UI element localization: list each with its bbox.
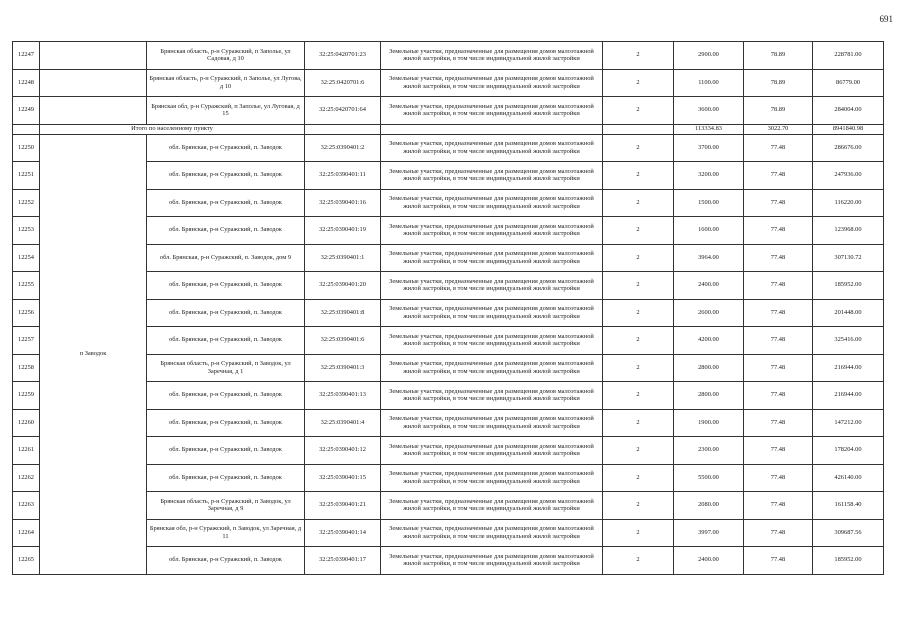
category-cell: 2 [603, 134, 674, 162]
settlement-cell [40, 42, 147, 70]
cadastral-value-cell: 147212.00 [813, 409, 884, 437]
cadastral-value-cell: 178204.00 [813, 437, 884, 465]
row-id: 12265 [13, 547, 40, 575]
table-row [13, 42, 884, 70]
category-cell: 2 [603, 244, 674, 272]
row-id: 12259 [13, 382, 40, 410]
area-cell: 1600.00 [674, 217, 744, 245]
address-cell: Брянская область, р-н Суражский, п Заполье, ул Садовая, д 10 [147, 42, 305, 70]
address-cell: обл. Брянская, р-н Суражский, п. Заводок [147, 547, 305, 575]
cadastral-value-cell: 116220.00 [813, 189, 884, 217]
rate-cell: 77.48 [744, 519, 813, 547]
land-use-cell: Земельные участки, предназначенные для размещения домов малоэтажной жилой застройки, в том числе индивидуальной жилой застройки [381, 244, 603, 272]
address-cell: обл. Брянская, р-н Суражский, п. Заводок [147, 409, 305, 437]
cadastral-number-cell: 32:25:0390401:2 [305, 134, 381, 162]
cadastral-number-cell: 32:25:0420701:64 [305, 97, 381, 125]
address-cell: Брянская область, р-н Суражский, п Заводок, ул Заречная, д 1 [147, 354, 305, 382]
total-category-cell [603, 124, 674, 134]
cadastral-value-cell: 307130.72 [813, 244, 884, 272]
category-cell: 2 [603, 409, 674, 437]
rate-cell: 78.89 [744, 69, 813, 97]
category-cell: 2 [603, 97, 674, 125]
row-id: 12257 [13, 327, 40, 355]
row-id: 12256 [13, 299, 40, 327]
rate-cell: 78.89 [744, 42, 813, 70]
rate-cell: 77.48 [744, 354, 813, 382]
total-label: Итого по населенному пункту [40, 124, 305, 134]
row-id: 12253 [13, 217, 40, 245]
row-id: 12248 [13, 69, 40, 97]
category-cell: 2 [603, 354, 674, 382]
row-id: 12255 [13, 272, 40, 300]
area-cell: 2400.00 [674, 547, 744, 575]
area-cell: 2800.00 [674, 354, 744, 382]
address-cell: обл. Брянская, р-н Суражский, п. Заводок [147, 382, 305, 410]
land-register-table [12, 41, 884, 575]
category-cell: 2 [603, 327, 674, 355]
category-cell: 2 [603, 69, 674, 97]
cadastral-number-cell: 32:25:0390401:11 [305, 162, 381, 190]
row-id: 12260 [13, 409, 40, 437]
cadastral-number-cell: 32:25:0390401:6 [305, 327, 381, 355]
category-cell: 2 [603, 162, 674, 190]
cadastral-value-cell: 201448.00 [813, 299, 884, 327]
rate-cell: 77.48 [744, 547, 813, 575]
cadastral-number-cell: 32:25:0390401:17 [305, 547, 381, 575]
cadastral-number-cell: 32:25:0390401:21 [305, 492, 381, 520]
rate-cell: 77.48 [744, 492, 813, 520]
cadastral-number-cell: 32:25:0390401:4 [305, 409, 381, 437]
land-use-cell: Земельные участки, предназначенные для размещения домов малоэтажной жилой застройки, в том числе индивидуальной жилой застройки [381, 189, 603, 217]
area-cell: 2900.00 [674, 42, 744, 70]
category-cell: 2 [603, 299, 674, 327]
area-cell: 2600.00 [674, 299, 744, 327]
row-id: 12263 [13, 492, 40, 520]
address-cell: обл. Брянская, р-н Суражский, п. Заводок [147, 327, 305, 355]
land-use-cell: Земельные участки, предназначенные для размещения домов малоэтажной жилой застройки, в том числе индивидуальной жилой застройки [381, 437, 603, 465]
cadastral-number-cell: 32:25:0390401:15 [305, 464, 381, 492]
settlement-cell [40, 69, 147, 97]
land-use-cell: Земельные участки, предназначенные для размещения домов малоэтажной жилой застройки, в том числе индивидуальной жилой застройки [381, 547, 603, 575]
cadastral-value-cell: 228781.00 [813, 42, 884, 70]
total-area: 113334.83 [674, 124, 744, 134]
land-use-cell: Земельные участки, предназначенные для размещения домов малоэтажной жилой застройки, в том числе индивидуальной жилой застройки [381, 327, 603, 355]
row-id: 12251 [13, 162, 40, 190]
cadastral-number-cell: 32:25:0390401:1 [305, 244, 381, 272]
category-cell: 2 [603, 547, 674, 575]
land-use-cell: Земельные участки, предназначенные для размещения домов малоэтажной жилой застройки, в том числе индивидуальной жилой застройки [381, 42, 603, 70]
cadastral-value-cell: 286676.00 [813, 134, 884, 162]
address-cell: обл. Брянская, р-н Суражский, п. Заводок [147, 299, 305, 327]
land-use-cell: Земельные участки, предназначенные для размещения домов малоэтажной жилой застройки, в том числе индивидуальной жилой застройки [381, 354, 603, 382]
row-id: 12264 [13, 519, 40, 547]
total-row [13, 124, 884, 134]
category-cell: 2 [603, 217, 674, 245]
total-use-cell [381, 124, 603, 134]
total-value: 8941840.98 [813, 124, 884, 134]
row-id: 12252 [13, 189, 40, 217]
cadastral-value-cell: 325416.00 [813, 327, 884, 355]
land-use-cell: Земельные участки, предназначенные для размещения домов малоэтажной жилой застройки, в том числе индивидуальной жилой застройки [381, 69, 603, 97]
land-use-cell: Земельные участки, предназначенные для размещения домов малоэтажной жилой застройки, в том числе индивидуальной жилой застройки [381, 464, 603, 492]
area-cell: 2400.00 [674, 272, 744, 300]
area-cell: 3997.00 [674, 519, 744, 547]
row-id: 12254 [13, 244, 40, 272]
cadastral-number-cell: 32:25:0390401:8 [305, 299, 381, 327]
rate-cell: 78.89 [744, 97, 813, 125]
cadastral-value-cell: 216944.00 [813, 382, 884, 410]
area-cell: 3964.00 [674, 244, 744, 272]
category-cell: 2 [603, 42, 674, 70]
land-use-cell: Земельные участки, предназначенные для размещения домов малоэтажной жилой застройки, в том числе индивидуальной жилой застройки [381, 409, 603, 437]
row-id: 12247 [13, 42, 40, 70]
category-cell: 2 [603, 437, 674, 465]
rate-cell: 77.48 [744, 189, 813, 217]
cadastral-value-cell: 309687.56 [813, 519, 884, 547]
address-cell: Брянская обл, р-н Суражский, п Заполье, ул Луговая, д 15 [147, 97, 305, 125]
area-cell: 2080.00 [674, 492, 744, 520]
area-cell: 2300.00 [674, 437, 744, 465]
rate-cell: 77.48 [744, 327, 813, 355]
cadastral-number-cell: 32:25:0390401:3 [305, 354, 381, 382]
address-cell: Брянская область, р-н Суражский, п Заводок, ул Заречная, д 9 [147, 492, 305, 520]
settlement-cell [40, 97, 147, 125]
address-cell: обл. Брянская, р-н Суражский, п. Заводок [147, 272, 305, 300]
land-use-cell: Земельные участки, предназначенные для размещения домов малоэтажной жилой застройки, в том числе индивидуальной жилой застройки [381, 272, 603, 300]
address-cell: обл. Брянская, р-н Суражский, п. Заводок, дом 9 [147, 244, 305, 272]
row-id: 12258 [13, 354, 40, 382]
category-cell: 2 [603, 272, 674, 300]
category-cell: 2 [603, 382, 674, 410]
cadastral-number-cell: 32:25:0390401:16 [305, 189, 381, 217]
area-cell: 3600.00 [674, 97, 744, 125]
rate-cell: 77.48 [744, 437, 813, 465]
area-cell: 1900.00 [674, 409, 744, 437]
land-use-cell: Земельные участки, предназначенные для размещения домов малоэтажной жилой застройки, в том числе индивидуальной жилой застройки [381, 134, 603, 162]
table-row [13, 69, 884, 97]
cadastral-value-cell: 247936.00 [813, 162, 884, 190]
land-use-cell: Земельные участки, предназначенные для размещения домов малоэтажной жилой застройки, в том числе индивидуальной жилой застройки [381, 382, 603, 410]
address-cell: Брянская обл, р-н Суражский, п Заводок, ул Заречная, д 11 [147, 519, 305, 547]
cadastral-value-cell: 185952.00 [813, 547, 884, 575]
area-cell: 4200.00 [674, 327, 744, 355]
category-cell: 2 [603, 189, 674, 217]
table-row [13, 97, 884, 125]
rate-cell: 77.48 [744, 244, 813, 272]
cadastral-number-cell: 32:25:0390401:19 [305, 217, 381, 245]
total-cadastral-cell [305, 124, 381, 134]
area-cell: 2800.00 [674, 382, 744, 410]
area-cell: 5500.00 [674, 464, 744, 492]
area-cell: 3700.00 [674, 134, 744, 162]
table-row [13, 134, 884, 162]
page-number: 691 [879, 14, 893, 24]
land-use-cell: Земельные участки, предназначенные для размещения домов малоэтажной жилой застройки, в том числе индивидуальной жилой застройки [381, 519, 603, 547]
address-cell: обл. Брянская, р-н Суражский, п. Заводок [147, 217, 305, 245]
cadastral-number-cell: 32:25:0390401:20 [305, 272, 381, 300]
land-use-cell: Земельные участки, предназначенные для размещения домов малоэтажной жилой застройки, в том числе индивидуальной жилой застройки [381, 492, 603, 520]
rate-cell: 77.48 [744, 217, 813, 245]
cadastral-value-cell: 86779.00 [813, 69, 884, 97]
cadastral-number-cell: 32:25:0420701:23 [305, 42, 381, 70]
cadastral-value-cell: 284004.00 [813, 97, 884, 125]
category-cell: 2 [603, 492, 674, 520]
area-cell: 1500.00 [674, 189, 744, 217]
address-cell: Брянская область, р-н Суражский, п Заполье, ул Лугова, д 10 [147, 69, 305, 97]
cadastral-number-cell: 32:25:0390401:12 [305, 437, 381, 465]
row-id: 12261 [13, 437, 40, 465]
rate-cell: 77.48 [744, 299, 813, 327]
cadastral-value-cell: 185952.00 [813, 272, 884, 300]
cadastral-value-cell: 426140.00 [813, 464, 884, 492]
cadastral-value-cell: 216944.00 [813, 354, 884, 382]
rate-cell: 77.48 [744, 382, 813, 410]
category-cell: 2 [603, 464, 674, 492]
row-id: 12250 [13, 134, 40, 162]
address-cell: обл. Брянская, р-н Суражский, п. Заводок [147, 134, 305, 162]
category-cell: 2 [603, 519, 674, 547]
cadastral-number-cell: 32:25:0390401:14 [305, 519, 381, 547]
total-rate: 3022.70 [744, 124, 813, 134]
cadastral-number-cell: 32:25:0420701:6 [305, 69, 381, 97]
settlement-name: п Заводок [40, 134, 147, 574]
address-cell: обл. Брянская, р-н Суражский, п. Заводок [147, 162, 305, 190]
total-id-cell [13, 124, 40, 134]
rate-cell: 77.48 [744, 272, 813, 300]
row-id: 12262 [13, 464, 40, 492]
area-cell: 1100.00 [674, 69, 744, 97]
address-cell: обл. Брянская, р-н Суражский, п. Заводок [147, 464, 305, 492]
rate-cell: 77.48 [744, 464, 813, 492]
land-use-cell: Земельные участки, предназначенные для размещения домов малоэтажной жилой застройки, в том числе индивидуальной жилой застройки [381, 97, 603, 125]
row-id: 12249 [13, 97, 40, 125]
rate-cell: 77.48 [744, 134, 813, 162]
cadastral-number-cell: 32:25:0390401:13 [305, 382, 381, 410]
land-use-cell: Земельные участки, предназначенные для размещения домов малоэтажной жилой застройки, в том числе индивидуальной жилой застройки [381, 217, 603, 245]
address-cell: обл. Брянская, р-н Суражский, п. Заводок [147, 189, 305, 217]
rate-cell: 77.48 [744, 162, 813, 190]
rate-cell: 77.48 [744, 409, 813, 437]
cadastral-value-cell: 161158.40 [813, 492, 884, 520]
land-use-cell: Земельные участки, предназначенные для размещения домов малоэтажной жилой застройки, в том числе индивидуальной жилой застройки [381, 299, 603, 327]
cadastral-value-cell: 123968.00 [813, 217, 884, 245]
area-cell: 3200.00 [674, 162, 744, 190]
land-use-cell: Земельные участки, предназначенные для размещения домов малоэтажной жилой застройки, в том числе индивидуальной жилой застройки [381, 162, 603, 190]
address-cell: обл. Брянская, р-н Суражский, п. Заводок [147, 437, 305, 465]
